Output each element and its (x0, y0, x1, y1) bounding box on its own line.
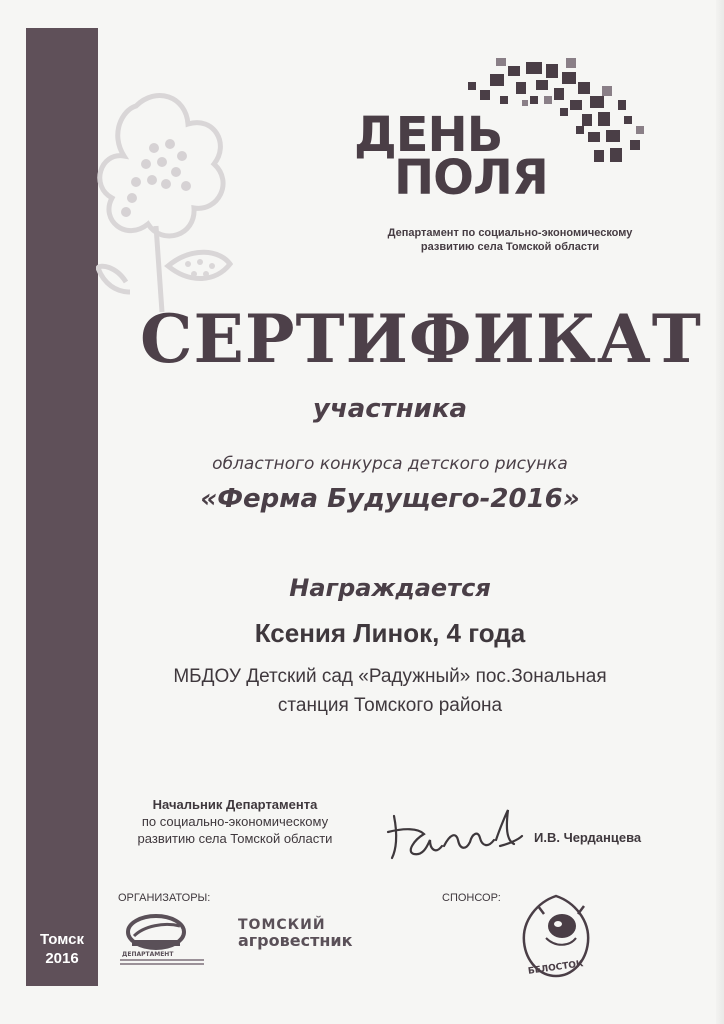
department-name (340, 226, 680, 254)
city-year-label (26, 930, 98, 968)
emblem-text: ДЕПАРТАМЕНТ (122, 951, 174, 958)
city-text: Томск (40, 931, 84, 948)
position-line2: по социально-экономическому (141, 814, 329, 829)
flower-drawing (96, 86, 236, 316)
sponsor-label: СПОНСОР: (442, 892, 501, 904)
paper-edge (716, 0, 724, 1024)
den-polya-logo (340, 56, 680, 256)
organizers-label: ОРГАНИЗАТОРЫ: (118, 892, 211, 904)
agrovestnik-logo (238, 918, 352, 949)
certificate-title: СЕРТИФИКАТ (140, 300, 702, 378)
year-text: 2016 (45, 950, 79, 967)
department-line1: Департамент по социально-экономическому (387, 227, 633, 239)
recipient-name: Ксения Линок, 4 года (254, 618, 526, 648)
recipient-organization (100, 662, 680, 720)
department-emblem-logo (120, 906, 210, 970)
signatory-name: И.В. Черданцева (534, 830, 642, 845)
left-decorative-bar (26, 28, 98, 986)
certificate-subtitle: участника (312, 394, 468, 424)
belostok-sponsor-logo (516, 892, 596, 980)
awarded-heading: Награждается (289, 574, 491, 602)
position-line1: Начальник Департамента (152, 797, 318, 812)
organization-line2: станция Томского района (277, 695, 503, 716)
position-line3: развитию села Томской области (137, 831, 333, 846)
department-line2: развитию села Томской области (420, 241, 600, 253)
contest-name: «Ферма Будущего-2016» (200, 484, 580, 514)
contest-description: областного конкурса детского рисунка (212, 454, 568, 474)
agro-line1: ТОМСКИЙ (238, 917, 326, 933)
logo-title-line1: ДЕНЬ (354, 107, 503, 163)
handwritten-signature (384, 806, 524, 866)
organization-line1: МБДОУ Детский сад «Радужный» пос.Зональная (173, 666, 607, 687)
sponsor-logo-text: БЕЛОСТОК (527, 959, 585, 977)
agro-line2: агровестник (238, 931, 353, 950)
signatory-position (110, 796, 360, 847)
logo-title-line2: ПОЛЯ (394, 150, 548, 206)
